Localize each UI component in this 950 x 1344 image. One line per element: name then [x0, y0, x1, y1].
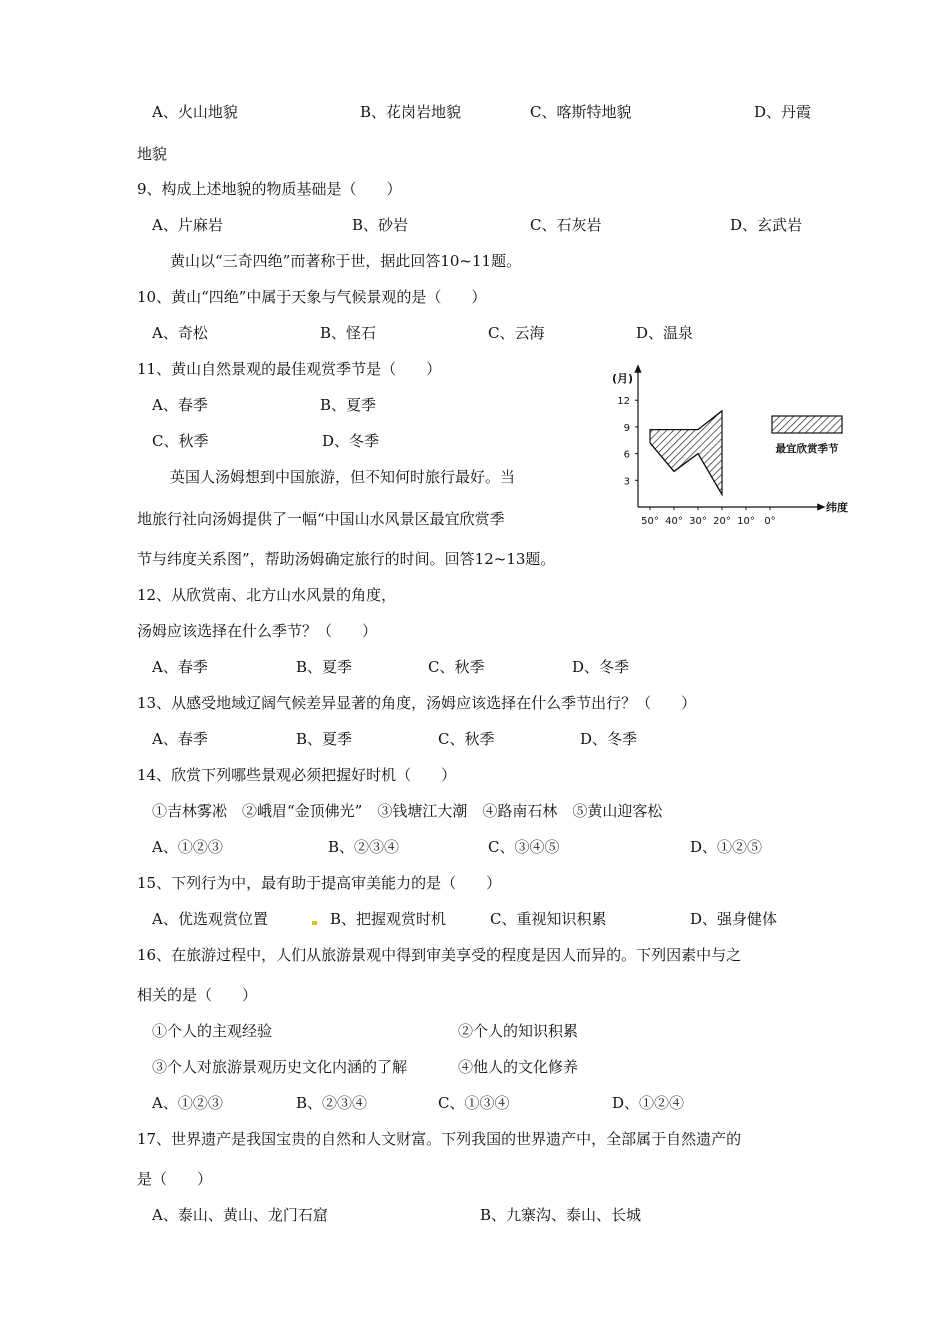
intro-10-11: 黄山以“三奇四绝”而著称于世，据此回答10~11题。 [170, 252, 522, 270]
q12-option-a: A、春季 [152, 658, 208, 676]
intro-12-13-line2: 地旅行社向汤姆提供了一幅“中国山水风景区最宜欣赏季 [137, 510, 505, 528]
q16-option-b: B、②③④ [296, 1094, 368, 1112]
stray-dot-mark [312, 921, 317, 925]
q8-option-d: D、丹霞 [754, 103, 812, 121]
q16-option-d: D、①②④ [612, 1094, 685, 1112]
q14-items: ①吉林雾凇 ②峨眉“金顶佛光” ③钱塘江大潮 ④路南石林 ⑤黄山迎客松 [152, 802, 663, 820]
q13-option-a: A、春季 [152, 730, 208, 748]
x-tick-label: 50° [641, 516, 659, 527]
q15-stem: 15、下列行为中，最有助于提高审美能力的是（ ） [137, 874, 502, 892]
q15-option-a: A、优选观赏位置 [152, 910, 268, 928]
q17-stem-line2: 是（ ） [137, 1170, 213, 1188]
q16-option-a: A、①②③ [152, 1094, 223, 1112]
y-tick-label: 9 [623, 422, 630, 434]
intro-12-13-line1: 英国人汤姆想到中国旅游，但不知何时旅行最好。当 [170, 468, 516, 486]
q10-option-b: B、怪石 [320, 324, 377, 342]
q13-stem: 13、从感受地域辽阔气候差异显著的角度，汤姆应该选择在什么季节出行？（ ） [137, 694, 697, 712]
q16-item-4: ④他人的文化修养 [458, 1058, 579, 1076]
q9-stem: 9、构成上述地貌的物质基础是（ ） [137, 180, 402, 198]
q12-option-c: C、秋季 [428, 658, 485, 676]
y-tick-label: 3 [623, 476, 630, 488]
q10-option-c: C、云海 [488, 324, 545, 342]
q13-option-c: C、秋季 [438, 730, 495, 748]
q8-option-c: C、喀斯特地貌 [530, 103, 632, 121]
q9-option-c: C、石灰岩 [530, 216, 602, 234]
q14-option-c: C、③④⑤ [488, 838, 560, 856]
q14-stem: 14、欣赏下列哪些景观必须把握好时机（ ） [137, 766, 457, 784]
q13-option-d: D、冬季 [580, 730, 638, 748]
q10-option-d: D、温泉 [636, 324, 694, 342]
q8-option-a: A、火山地貌 [152, 103, 238, 121]
q14-option-d: D、①②⑤ [690, 838, 763, 856]
q15-option-c: C、重视知识积累 [490, 910, 607, 928]
y-axis-label: (月) [612, 372, 634, 385]
y-tick-label: 12 [617, 396, 630, 408]
x-tick-label: 20° [713, 516, 731, 527]
q13-option-b: B、夏季 [296, 730, 353, 748]
q15-option-d: D、强身健体 [690, 910, 778, 928]
x-tick-label: 30° [689, 516, 707, 527]
q16-item-1: ①个人的主观经验 [152, 1022, 273, 1040]
q17-option-b: B、九寨沟、泰山、长城 [480, 1206, 642, 1224]
q14-option-b: B、②③④ [328, 838, 400, 856]
q8-option-d-continued: 地貌 [137, 145, 168, 163]
q16-item-2: ②个人的知识积累 [458, 1022, 579, 1040]
q11-option-b: B、夏季 [320, 396, 377, 414]
q11-option-d: D、冬季 [322, 432, 380, 450]
q15-option-b: B、把握观赏时机 [330, 910, 447, 928]
q11-option-a: A、春季 [152, 396, 208, 414]
x-tick-label: 10° [737, 516, 755, 527]
q14-option-a: A、①②③ [152, 838, 223, 856]
q12-option-d: D、冬季 [572, 658, 630, 676]
q9-option-d: D、玄武岩 [730, 216, 803, 234]
q9-option-b: B、砂岩 [352, 216, 409, 234]
x-tick-label: 0° [764, 516, 776, 527]
legend-swatch [772, 416, 842, 433]
q11-option-c: C、秋季 [152, 432, 209, 450]
q16-option-c: C、①③④ [438, 1094, 510, 1112]
x-tick-label: 40° [665, 516, 683, 527]
q10-stem: 10、黄山“四绝”中属于天象与气候景观的是（ ） [137, 288, 487, 306]
q11-stem: 11、黄山自然景观的最佳观赏季节是（ ） [137, 360, 442, 378]
q12-option-b: B、夏季 [296, 658, 353, 676]
q17-option-a: A、泰山、黄山、龙门石窟 [152, 1206, 328, 1224]
legend-label: 最宜欣赏季节 [775, 443, 839, 455]
intro-12-13-line3: 节与纬度关系图”，帮助汤姆确定旅行的时间。回答12~13题。 [137, 550, 556, 568]
latitude-season-chart [600, 362, 860, 534]
q8-option-b: B、花岗岩地貌 [360, 103, 462, 121]
x-axis-label: 纬度 [826, 501, 848, 514]
q16-stem-line2: 相关的是（ ） [137, 986, 258, 1004]
q12-stem-line2: 汤姆应该选择在什么季节？（ ） [137, 622, 378, 640]
y-tick-label: 6 [623, 449, 630, 461]
q16-item-3: ③个人对旅游景观历史文化内涵的了解 [152, 1058, 408, 1076]
q9-option-a: A、片麻岩 [152, 216, 223, 234]
q12-stem-line1: 12、从欣赏南、北方山水风景的角度， [137, 586, 397, 604]
q17-stem-line1: 17、世界遗产是我国宝贵的自然和人文财富。下列我国的世界遗产中，全部属于自然遗产的 [137, 1130, 742, 1148]
season-area [650, 411, 722, 495]
q10-option-a: A、奇松 [152, 324, 208, 342]
q16-stem-line1: 16、在旅游过程中，人们从旅游景观中得到审美享受的程度是因人而异的。下列因素中与之 [137, 946, 742, 964]
